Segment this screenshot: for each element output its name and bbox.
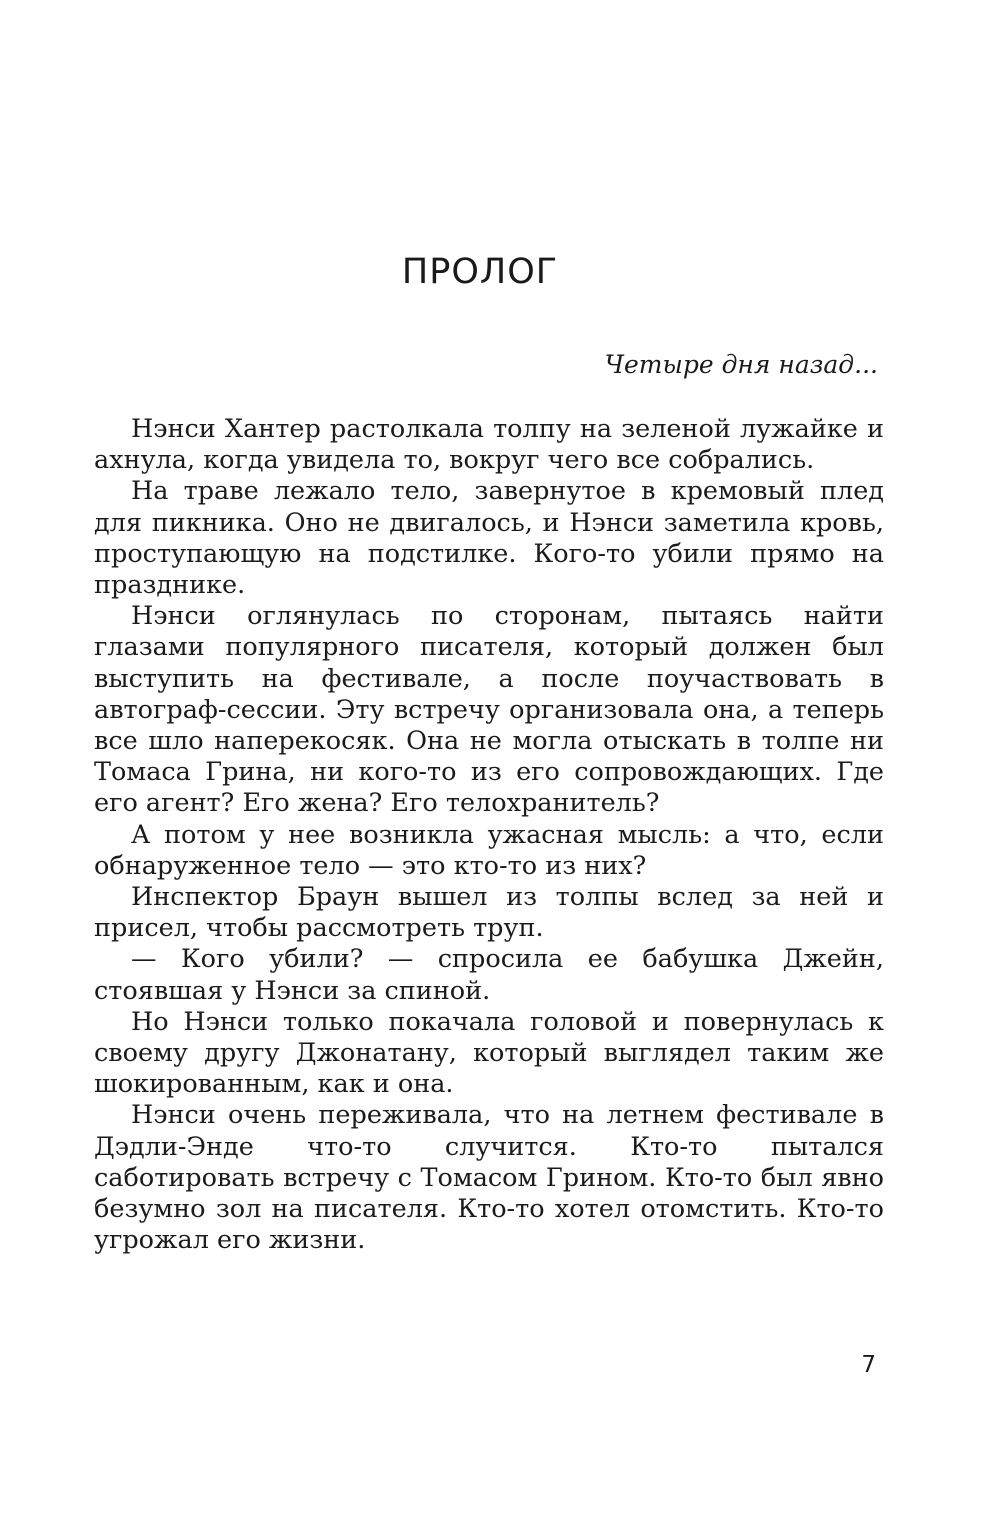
chapter-title: ПРОЛОГ xyxy=(401,252,559,292)
paragraph-1: Нэнси Хантер растолкала толпу на зеленой лужайке и ахнула, когда увидела то, вокруг чего все собрались. xyxy=(94,414,884,476)
body-text xyxy=(94,414,884,1256)
paragraph-6: — Кого убили? — спросила ее бабушка Джейн, стоявшая у Нэнси за спиной. xyxy=(94,944,884,1006)
paragraph-5: Инспектор Браун вышел из толпы вслед за ней и присел, чтобы рассмотреть труп. xyxy=(94,882,884,944)
paragraph-2: На траве лежало тело, завернутое в кремовый плед для пикника. Оно не двигалось, и Нэнси заметила кровь, проступающую на подстилке. Кого-то убили прямо на празднике. xyxy=(94,476,884,601)
paragraph-3: Нэнси оглянулась по сторонам, пытаясь найти глазами популярного писателя, который должен был выступить на фестивале, а после поучаствовать в автограф-сессии. Эту встречу организовала она, а теперь все шло наперекосяк. Она не могла отыскать в толпе ни Томаса Грина, ни кого-то из его сопровождающих. Где его агент? Его жена? Его телохранитель? xyxy=(94,601,884,819)
paragraph-7: Но Нэнси только покачала головой и повернулась к своему другу Джонатану, который выглядел таким же шокированным, как и она. xyxy=(94,1006,884,1100)
paragraph-4: А потом у нее возникла ужасная мысль: а что, если обнаруженное тело — это кто-то из них? xyxy=(94,819,884,881)
epigraph: Четыре дня назад... xyxy=(604,350,878,379)
page-number: 7 xyxy=(861,1352,876,1378)
paragraph-8: Нэнси очень переживала, что на летнем фестивале в Дэдли-Энде что-то случится. Кто-то пытался саботировать встречу с Томасом Грином. Кто-то был явно безумно зол на писателя. Кто-то хотел отомстить. Кто-то угрожал его жизни. xyxy=(94,1100,884,1256)
